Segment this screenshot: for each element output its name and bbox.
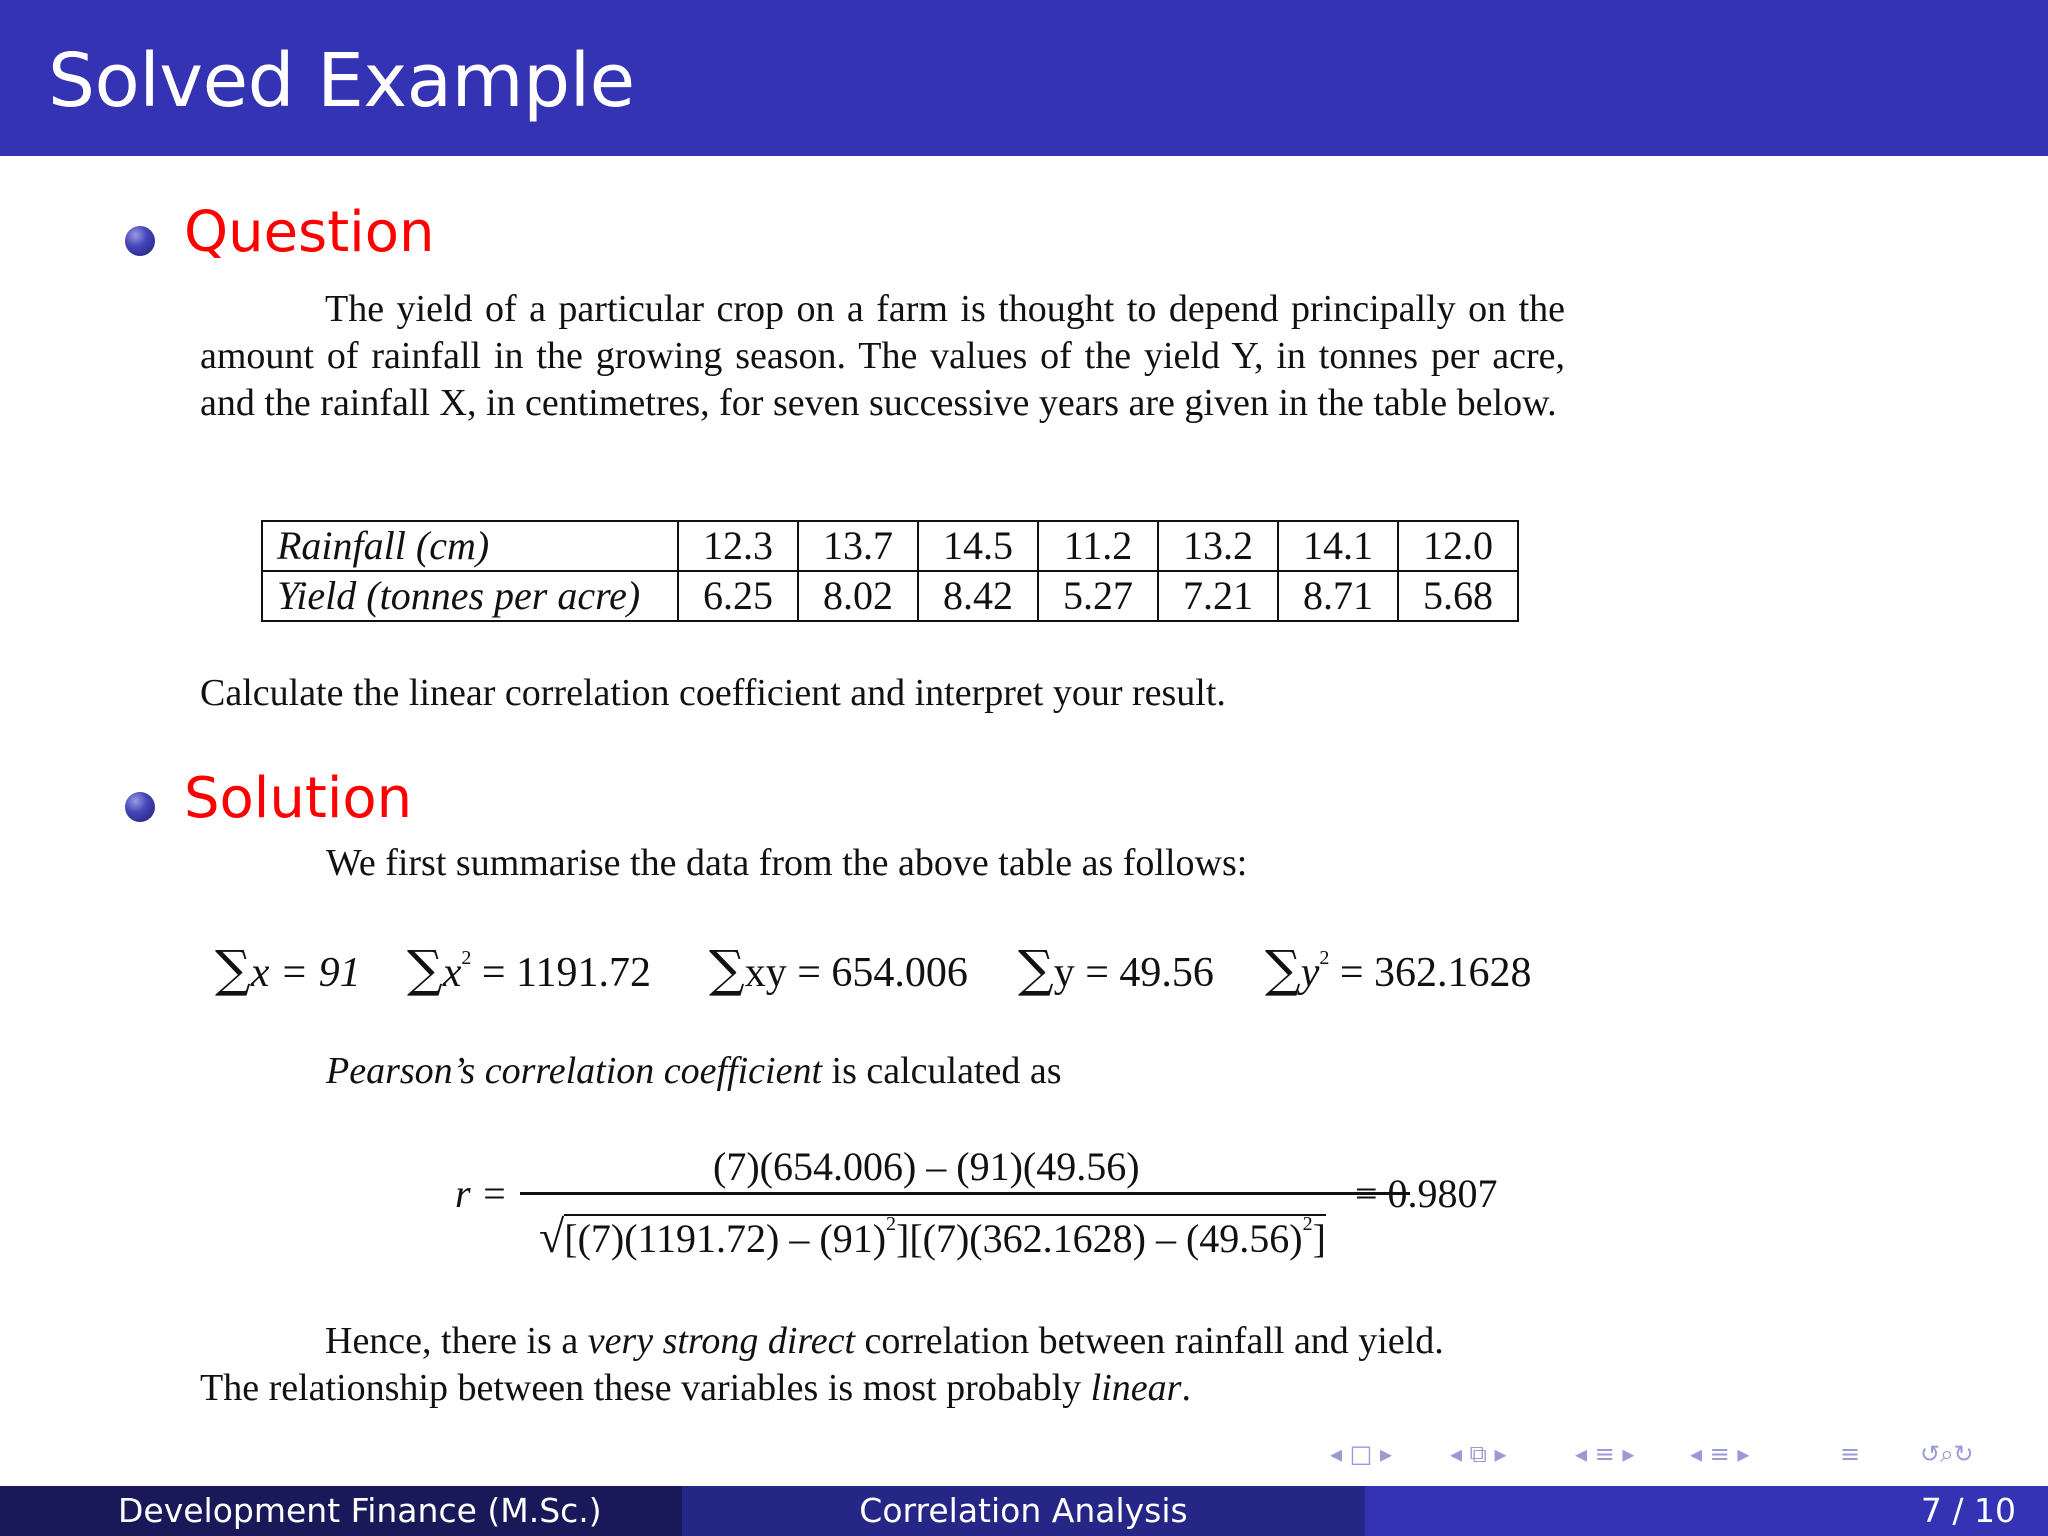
sum-x-squared: $\sum x^2 = 1191.72$ xyxy=(407,940,651,998)
footer-course: Development Finance (M.Sc.) xyxy=(0,1486,682,1536)
table-cell: 8.02 xyxy=(798,571,918,621)
row-label: Rainfall (cm) xyxy=(262,521,678,571)
pearson-label: Pearson’s correlation coefficient is calculated as xyxy=(326,1050,1062,1092)
pearson-formula xyxy=(455,1140,1555,1280)
table-cell: 6.25 xyxy=(678,571,798,621)
solution-heading: Solution xyxy=(184,766,413,831)
frame-title-bar xyxy=(0,0,2048,156)
table-cell: 8.42 xyxy=(918,571,1038,621)
bullet-solution xyxy=(125,792,155,822)
table-cell: 7.21 xyxy=(1158,571,1278,621)
page-title: Solved Example xyxy=(48,38,635,124)
summary-sums xyxy=(215,940,1555,1000)
question-heading: Question xyxy=(184,200,435,265)
formula-numerator: (7)(654.006) – (91)(49.56) xyxy=(713,1144,1140,1189)
sigma-symbol: ∑ xyxy=(1265,940,1301,998)
navigation-bar xyxy=(1320,1440,2040,1476)
table-cell: 11.2 xyxy=(1038,521,1158,571)
table-cell: 12.0 xyxy=(1398,521,1518,571)
table-cell: 5.68 xyxy=(1398,571,1518,621)
nav-subsection-icon[interactable]: ◂ ⧉ ▸ xyxy=(1450,1440,1507,1468)
table-row-yield xyxy=(262,571,1518,621)
formula-denominator: $√[(7)(1191.72) - (91)^2][(7)(362.1628) - (49.56)^2]$ xyxy=(539,1211,1326,1262)
footer xyxy=(0,1486,2048,1536)
row-label: Yield (tonnes per acre) xyxy=(262,571,678,621)
formula-result: = 0.9807 xyxy=(1355,1171,1498,1216)
table-row-rainfall xyxy=(262,521,1518,571)
fraction-bar xyxy=(520,1192,1410,1195)
search-icon[interactable]: ↺⌕↻ xyxy=(1920,1440,1974,1468)
table-cell: 12.3 xyxy=(678,521,798,571)
table-cell: 14.5 xyxy=(918,521,1038,571)
data-table xyxy=(261,520,1519,622)
table-cell: 13.7 xyxy=(798,521,918,571)
sum-x: ∑x = 91 xyxy=(215,940,361,998)
question-paragraph: The yield of a particular crop on a farm is thought to depend principally on the amount of rainfall in the growing season. The values of the yield Y, in tonnes per acre, and the rainfall X, in centimetres, for seven successive years are given in the table below. xyxy=(200,288,1565,424)
sum-xy: ∑xy = 654.006 xyxy=(709,940,968,998)
bullet-question xyxy=(125,226,155,256)
sqrt-icon: √ xyxy=(539,1211,565,1262)
table-cell: 5.27 xyxy=(1038,571,1158,621)
question-task: Calculate the linear correlation coefficient and interpret your result. xyxy=(200,672,1226,714)
nav-slide-icon[interactable]: ◂ ≡ ▸ xyxy=(1690,1440,1750,1468)
table-cell: 13.2 xyxy=(1158,521,1278,571)
sigma-symbol: ∑ xyxy=(215,940,251,998)
footer-page-number: 7 / 10 xyxy=(1365,1486,2048,1536)
formula-lhs: r = xyxy=(455,1171,508,1216)
sum-y: ∑y = 49.56 xyxy=(1018,940,1214,998)
footer-topic: Correlation Analysis xyxy=(682,1486,1365,1536)
nav-appendix-icon[interactable]: ≡ xyxy=(1840,1440,1861,1468)
sigma-symbol: ∑ xyxy=(709,940,745,998)
table-cell: 8.71 xyxy=(1278,571,1398,621)
solution-intro: We first summarise the data from the above table as follows: xyxy=(326,842,1248,884)
table-cell: 14.1 xyxy=(1278,521,1398,571)
conclusion: Hence, there is a very strong direct correlation between rainfall and yield. The relationship between these variables is most probably linear. xyxy=(200,1320,1444,1409)
sum-y-squared: $\sum y^2 = 362.1628$ xyxy=(1265,940,1532,998)
nav-section-icon[interactable]: ◂ ≡ ▸ xyxy=(1575,1440,1635,1468)
sigma-symbol: ∑ xyxy=(407,940,443,998)
nav-frame-left-icon[interactable]: ◂ □ ▸ xyxy=(1330,1440,1393,1468)
sigma-symbol: ∑ xyxy=(1018,940,1054,998)
